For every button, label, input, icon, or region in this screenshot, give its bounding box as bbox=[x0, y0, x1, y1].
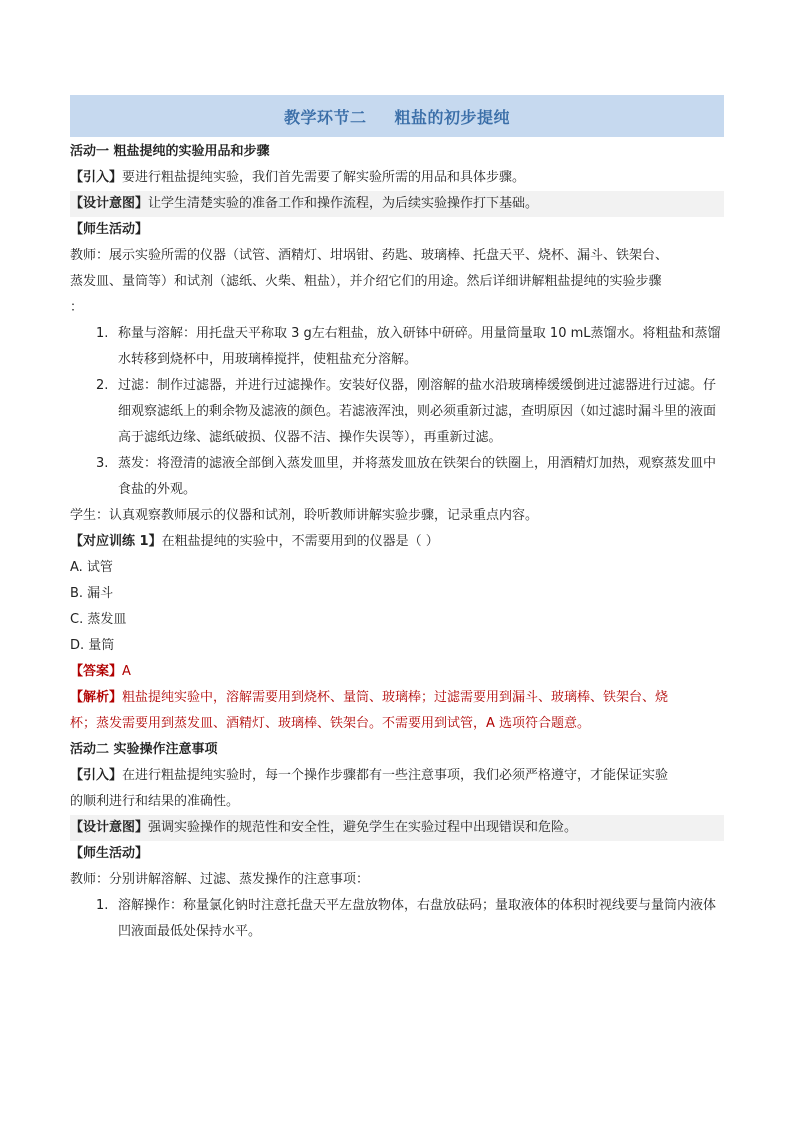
answer-text: A bbox=[122, 664, 131, 679]
section-title-part1: 教学环节二 bbox=[283, 107, 367, 127]
teacher-line-1: 教师：展示实验所需的仪器（试管、酒精灯、坩埚钳、药匙、玻璃棒、托盘天平、烧杯、漏斗、铁架台、 bbox=[70, 248, 669, 263]
step-text: 溶解操作：称量氯化钠时注意托盘天平左盘放物体，右盘放砝码；量取液体的体积时视线要与量筒内液体凹液面最低处保持水平。 bbox=[118, 898, 717, 939]
section-title-bar bbox=[70, 95, 724, 137]
design-text: 强调实验操作的规范性和安全性，避免学生在实验过程中出现错误和危险。 bbox=[148, 820, 578, 835]
intro-tag: 【引入】 bbox=[70, 170, 123, 185]
answer-line bbox=[70, 659, 724, 685]
step-text: 过滤：制作过滤器，并进行过滤操作。安装好仪器，刚溶解的盐水沿玻璃棒缓缓倒进过滤器进行过滤。仔细观察滤纸上的剩余物及滤液的颜色。若滤液浑浊，则必须重新过滤，查明原因（如过滤时漏斗里的液面高于滤纸边缘、滤纸破损、仪器不洁、操作失误等），再重新过滤。 bbox=[118, 378, 717, 445]
step-text: 称量与溶解：用托盘天平称取 3 g左右粗盐，放入研钵中研碎。用量筒量取 10 mL蒸馏水。将粗盐和蒸馏水转移到烧杯中，用玻璃棒搅拌，使粗盐充分溶解。 bbox=[118, 326, 721, 367]
step-number: 1. bbox=[96, 326, 109, 341]
step-number: 2. bbox=[96, 378, 109, 393]
option-c: C. 蒸发皿 bbox=[70, 612, 127, 627]
teacher-line-3: ： bbox=[70, 300, 84, 315]
step-item-1 bbox=[70, 321, 724, 373]
training-question bbox=[70, 529, 724, 555]
training-text: 在粗盐提纯的实验中，不需要用到的仪器是（ ） bbox=[161, 534, 439, 549]
design-tag: 【设计意图】 bbox=[70, 196, 149, 211]
intro-text: 要进行粗盐提纯实验，我们首先需要了解实验所需的用品和具体步骤。 bbox=[122, 170, 526, 185]
document-page bbox=[70, 95, 724, 945]
answer-tag: 【答案】 bbox=[70, 664, 123, 679]
analysis-tag: 【解析】 bbox=[70, 690, 123, 705]
activity2-activity-tag: 【师生活动】 bbox=[70, 846, 149, 861]
analysis-line-2: 杯；蒸发需要用到蒸发皿、酒精灯、玻璃棒、铁架台。不需要用到试管，A 选项符合题意。 bbox=[70, 716, 591, 731]
step-text: 蒸发：将澄清的滤液全部倒入蒸发皿里，并将蒸发皿放在铁架台的铁圈上，用酒精灯加热，观察蒸发皿中食盐的外观。 bbox=[118, 456, 717, 497]
teacher-line-2: 蒸发皿、量筒等）和试剂（滤纸、火柴、粗盐），并介绍它们的用途。然后详细讲解粗盐提纯的实验步骤 bbox=[70, 274, 662, 289]
design-tag: 【设计意图】 bbox=[70, 820, 149, 835]
design-text: 让学生清楚实验的准备工作和操作流程，为后续实验操作打下基础。 bbox=[148, 196, 539, 211]
activity2-intro-2: 的顺利进行和结果的准确性。 bbox=[70, 794, 240, 809]
intro-tag: 【引入】 bbox=[70, 768, 123, 783]
step-number: 1. bbox=[96, 898, 109, 913]
training-tag: 【对应训练 1】 bbox=[70, 534, 162, 549]
activity2-step-item-1 bbox=[70, 893, 724, 945]
activity2-design bbox=[70, 815, 724, 841]
option-a: A. 试管 bbox=[70, 560, 113, 575]
section-title-part2: 粗盐的初步提纯 bbox=[394, 107, 511, 127]
student-line: 学生：认真观察教师展示的仪器和试剂，聆听教师讲解实验步骤，记录重点内容。 bbox=[70, 508, 539, 523]
step-number: 3. bbox=[96, 456, 109, 471]
activity1-heading: 活动一 粗盐提纯的实验用品和步骤 bbox=[70, 144, 270, 159]
activity2-heading: 活动二 实验操作注意事项 bbox=[70, 742, 218, 757]
step-item-3 bbox=[70, 451, 724, 503]
analysis-text-1: 粗盐提纯实验中，溶解需要用到烧杯、量筒、玻璃棒；过滤需要用到漏斗、玻璃棒、铁架台、烧 bbox=[122, 690, 669, 705]
analysis-line-1 bbox=[70, 685, 724, 711]
activity2-intro-1 bbox=[70, 763, 724, 789]
option-b: B. 漏斗 bbox=[70, 586, 114, 601]
activity2-teacher: 教师：分别讲解溶解、过滤、蒸发操作的注意事项： bbox=[70, 872, 370, 887]
activity1-design bbox=[70, 191, 724, 217]
activity1-intro bbox=[70, 165, 724, 191]
activity1-activity-tag: 【师生活动】 bbox=[70, 222, 149, 237]
step-item-2 bbox=[70, 373, 724, 451]
option-d: D. 量筒 bbox=[70, 638, 115, 653]
intro-text: 在进行粗盐提纯实验时，每一个操作步骤都有一些注意事项，我们必须严格遵守，才能保证实验 bbox=[122, 768, 669, 783]
